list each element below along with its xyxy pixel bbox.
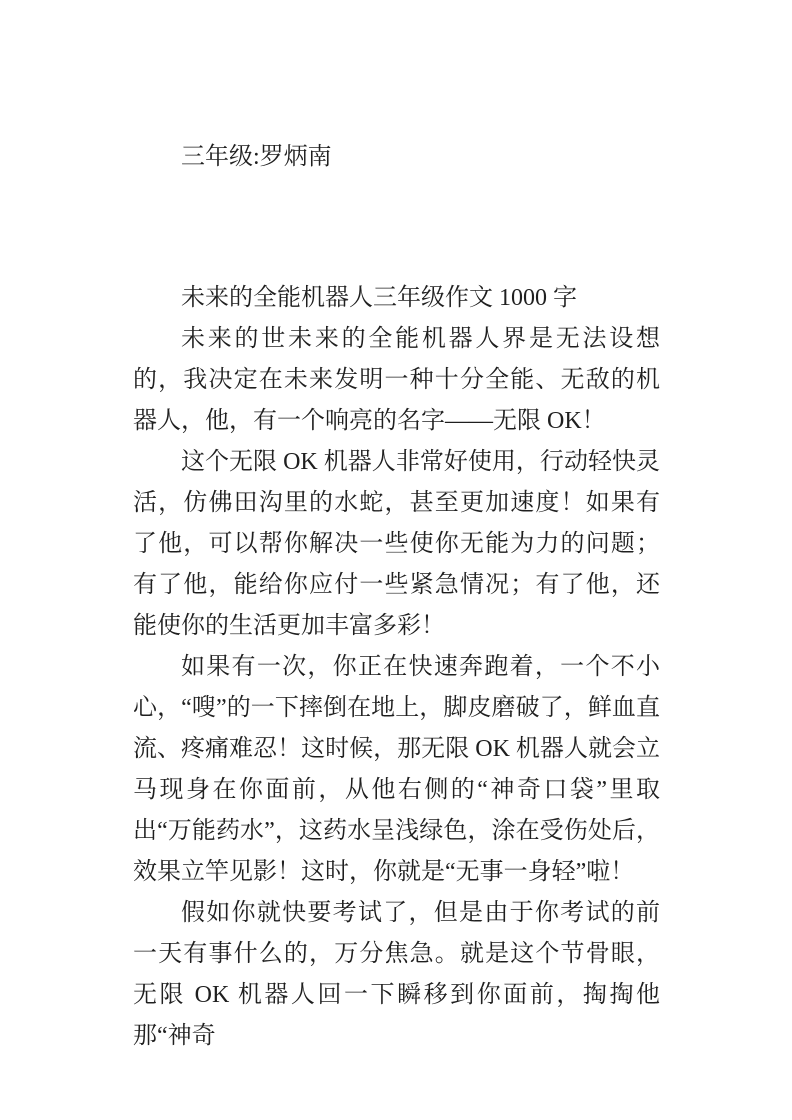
paragraph-3: 如果有一次，你正在快速奔跑着，一个不小心，“嗖”的一下摔倒在地上，脚皮磨破了，鲜血直流、疼痛难忍！这时候，那无限 OK 机器人就会立马现身在你面前，从他右侧的“神奇口袋”里取出“万能药水”，这药水呈浅绿色，涂在受伤处后，效果立竿见影！这时，你就是“无事一身轻”啦！ [133,654,660,885]
essay-content [133,0,660,1057]
paragraph-1: 未来的世未来的全能机器人界是无法设想的，我决定在未来发明一种十分全能、无敌的机器人，他，有一个响亮的名字——无限 OK！ [133,326,660,434]
author-line: 三年级:罗炳南 [181,144,332,170]
essay-title: 未来的全能机器人三年级作文 1000 字 [181,285,577,311]
paragraph-4: 假如你就快要考试了，但是由于你考试的前一天有事什么的，万分焦急。就是这个节骨眼，无限 OK 机器人回一下瞬移到你面前，掏掏他那“神奇 [133,900,660,1049]
paragraph-2: 这个无限 OK 机器人非常好使用，行动轻快灵活，仿佛田沟里的水蛇，甚至更加速度！如果有了他，可以帮你解决一些使你无能为力的问题；有了他，能给你应付一些紧急情况；有了他，还能使你的生活更加丰富多彩！ [133,449,660,639]
